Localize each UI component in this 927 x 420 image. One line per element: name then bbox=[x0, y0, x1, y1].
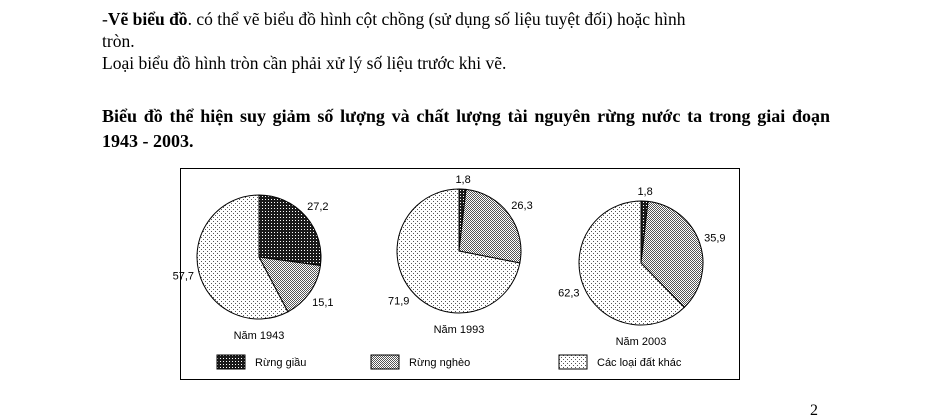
pie-caption-0: Năm 1943 bbox=[233, 330, 285, 342]
pie-value-label-0-0: 27,2 bbox=[307, 200, 329, 213]
pie-value-label-2-0: 1,8 bbox=[637, 186, 653, 199]
page-number: 2 bbox=[810, 402, 818, 419]
legend-label-0: Rừng giầu bbox=[255, 357, 307, 369]
legend-swatch-2 bbox=[559, 355, 587, 369]
intro-line-1-rest: . có thể vẽ biểu đồ hình cột chồng (sử dụng số liệu tuyệt đối) hoặc hình bbox=[187, 9, 686, 29]
intro-line-1 bbox=[102, 8, 842, 30]
pie-value-label-1-1: 26,3 bbox=[511, 200, 533, 212]
pie-value-label-0-1: 15,1 bbox=[312, 296, 334, 309]
pie-value-label-2-1: 35,9 bbox=[704, 232, 726, 245]
pie-value-label-1-2: 71,9 bbox=[387, 295, 410, 308]
legend-swatch-0 bbox=[217, 355, 245, 369]
pie-chart-panel bbox=[172, 168, 740, 380]
pie-value-label-0-2: 57,7 bbox=[172, 270, 195, 283]
pie-caption-2: Năm 2003 bbox=[615, 336, 667, 348]
legend-label-1: Rừng nghèo bbox=[409, 357, 471, 369]
intro-line-2: tròn. bbox=[102, 31, 135, 51]
pie-value-label-2-2: 62,3 bbox=[558, 287, 580, 300]
intro-bold-term: Vẽ biểu đồ bbox=[107, 9, 188, 29]
legend-label-2: Các loại đất khác bbox=[597, 357, 682, 369]
dash-prefix: - bbox=[102, 9, 108, 29]
pie-caption-1: Năm 1993 bbox=[433, 324, 485, 336]
legend-swatch-1 bbox=[371, 355, 399, 369]
intro-text bbox=[102, 8, 842, 74]
pie-charts bbox=[172, 169, 739, 379]
chart-heading: Biểu đồ thể hiện suy giảm số lượng và chất lượng tài nguyên rừng nước ta trong giai đoạn 1943 - 2003. bbox=[102, 106, 830, 151]
pie-value-label-1-0: 1,8 bbox=[455, 174, 471, 187]
intro-line-3: Loại biểu đồ hình tròn cần phải xử lý số liệu trước khi vẽ. bbox=[102, 53, 507, 73]
